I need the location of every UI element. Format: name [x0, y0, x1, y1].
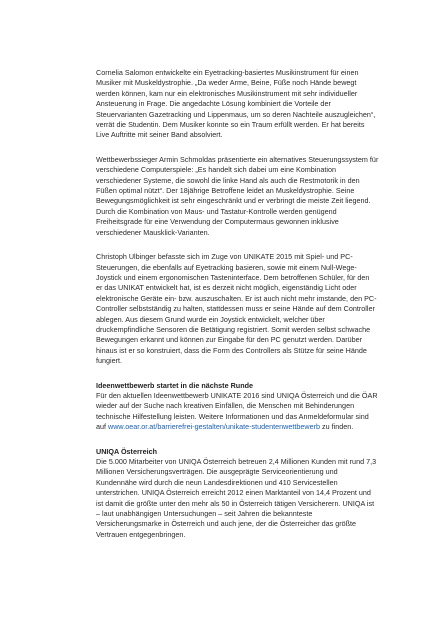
section-heading-ideenwettbewerb: Ideenwettbewerb startet in die nächste Runde: [96, 380, 253, 390]
text-line: Bewegungsmöglichkeit ist sehr eingeschränkt und er verbringt die meiste Zeit liegend.: [96, 196, 371, 206]
text-line: Musiker mit Muskeldystrophie. „Da weder Arme, Beine, Füße noch Hände bewegt: [96, 78, 357, 88]
text-line: Versicherungsmarke in Österreich und auch jene, der die Österreicher das größte: [96, 519, 357, 529]
link-suffix: zu finden.: [320, 422, 354, 432]
text-line: Millionen Versicherungsverträgen. Die ausgeprägte Serviceorientierung und: [96, 467, 338, 477]
document-page: [96, 68, 396, 554]
text-line: Steuervarianten Gazetracking und Lippenmaus, um so deren Nachteile auszugleichen“,: [96, 109, 376, 119]
section-heading-uniqa: UNIQA Österreich: [96, 446, 158, 456]
text-line: fungiert.: [96, 356, 123, 366]
text-line: Bewegungen erkannt und können zur Eingabe für den PC genutzt werden. Darüber: [96, 335, 363, 345]
section-uniqa: [96, 447, 396, 541]
text-line: Die 5.000 Mitarbeiter von UNIQA Österreich betreuen 2,4 Millionen Kunden mit rund 7,3: [96, 457, 377, 466]
text-line: Durch die Kombination von Maus- und Tastatur-Kontrolle werden genügend: [96, 206, 337, 216]
text-line: Steuerungen, die ebenfalls auf Eyetracking basieren, sowie mit einem Null-Wege-: [96, 262, 357, 272]
paragraph-ulbinger: [96, 252, 396, 366]
text-line: unterstrichen. UNIQA Österreich erreicht 2012 einen Marktanteil von 14,4 Prozent und: [96, 488, 371, 498]
unikate-link[interactable]: www.oear.or.at/barrierefrei-gestalten/unikate-studentenwettbewerb: [108, 422, 321, 432]
text-line: verschiedener Mausklick-Varianten.: [96, 227, 210, 237]
text-line: Freiheitsgrade für eine Verwendung der Computermaus gewonnen inklusive: [96, 217, 339, 227]
text-line: technische Hilfestellung leisten. Weitere Informationen und das Anmeldeformular sind: [96, 411, 369, 421]
text-line: wieder auf der Suche nach kreativen Einfällen, die Menschen mit Behinderungen: [96, 401, 355, 411]
text-line: ablegen. Aus diesem Grund wurde ein Joystick entwickelt, welcher über: [96, 314, 325, 324]
text-line: hinaus ist er so konstruiert, dass die Form des Controllers als Stütze für seine Hände: [96, 345, 367, 355]
text-line: Controller selbstständig zu halten, stattdessen muss er seine Hände auf dem Controller: [96, 304, 375, 314]
text-line: elektronische Geräte ein- bzw. auszuschalten. Er ist auch nicht mehr imstande, den PC-: [96, 293, 377, 303]
text-line: er das UNIKAT entwickelt hat, ist es derzeit nicht möglich, eigenständig Licht oder: [96, 283, 357, 293]
text-line: Für den aktuellen Ideenwettbewerb UNIKATE 2016 sind UNIQA Österreich und die ÖAR: [96, 390, 378, 400]
text-line: Joystick und einem ergonomischen Tasteninterface. Dem betroffenen Schüler, für den: [96, 272, 370, 282]
text-line: Live Auftritte mit seiner Band absolviert.: [96, 130, 223, 140]
text-line: Vertrauen entgegenbringen.: [96, 529, 186, 539]
text-line: verschiedener Systeme, die sowohl die linke Hand als auch die Restmotorik in den: [96, 175, 360, 185]
paragraph-salomon: [96, 68, 396, 141]
text-line: werden können, kam nur ein elektronisches Musikinstrument mit sehr individueller: [96, 88, 358, 98]
text-line: [96, 422, 396, 432]
text-line: – laut unabhängigen Untersuchungen – seit Jahren die bekannteste: [96, 509, 313, 519]
link-prefix: auf: [96, 422, 109, 432]
text-line: verrät die Studentin. Dem Musiker konnte so ein Traum erfüllt werden. Er hat bereits: [96, 120, 365, 130]
text-line: Christoph Ulbinger befasste sich im Zuge von UNIKATE 2015 mit Spiel- und PC-: [96, 252, 353, 262]
text-line: verschiedene Computerspiele: „Es handelt sich dabei um eine Kombination: [96, 165, 337, 175]
text-line: Cornelia Salomon entwickelte ein Eyetracking-basiertes Musikinstrument für einen: [96, 68, 359, 77]
text-line: Kundennähe wird durch die neun Landesdirektionen und 410 Servicestellen: [96, 477, 338, 487]
text-line: Ansteuerung in Frage. Die angedachte Lösung kombiniert die Vorteile der: [96, 99, 331, 109]
text-line: Wettbewerbssieger Armin Schmoldas präsentierte ein alternatives Steuerungssystem für: [96, 154, 379, 164]
text-line: druckempfindliche Sensoren die Betätigung registriert. Somit werden selbst schwache: [96, 324, 371, 334]
section-ideenwettbewerb: [96, 381, 396, 433]
paragraph-schmoldas: [96, 155, 396, 238]
text-line: Füßen optimal nützt“. Der 18jährige Betroffene leidet an Muskeldystrophie. Seine: [96, 186, 355, 196]
text-line: ist damit die größte unter den mehr als 50 in Österreich tätigen Versicherern. UNIQA ist: [96, 498, 375, 508]
